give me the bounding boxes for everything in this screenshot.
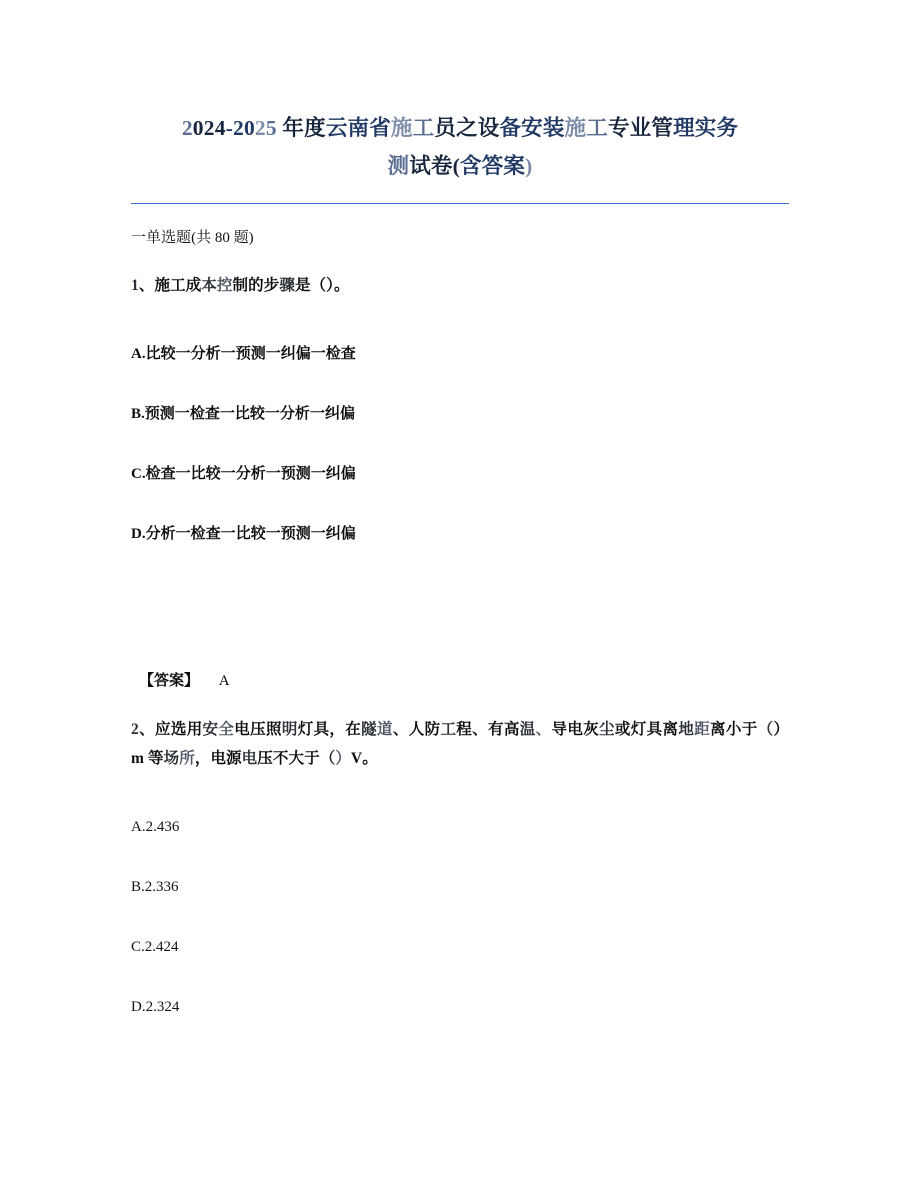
page-content	[131, 0, 789, 1020]
section-heading: 一单选题(共 80 题)	[131, 230, 254, 246]
question-2-option-b[interactable]: B.2.336	[131, 879, 179, 895]
answer-label: 【答案】	[139, 673, 200, 689]
question-2-option-a[interactable]: A.2.436	[131, 819, 180, 835]
question-1-option-c[interactable]: C.检查一比较一分析一预测一纠偏	[131, 466, 356, 482]
page-title-line-1: 2024-2025 年度云南省施工员之设备安装施工专业管理实务	[181, 116, 739, 140]
question-1-text: 1、施工成本控制的步骤是（）。	[131, 277, 350, 294]
answer-spacer	[131, 547, 789, 668]
question-2-block	[131, 715, 789, 1020]
question-2-text: 2、应选用安全电压照明灯具，在隧道、人防工程、有高温、导电灰尘或灯具离地距离小于（）m 等场所，电源电压不大于（）V。	[131, 721, 790, 767]
page-title-line-2: 测试卷(含答案)	[387, 154, 533, 178]
answer-value: A	[218, 673, 231, 689]
page-title	[131, 0, 789, 185]
question-1-option-a[interactable]: A.比较一分析一预测一纠偏一检查	[131, 346, 356, 362]
question-2-option-c[interactable]: C.2.424	[131, 939, 179, 955]
question-1-answer	[139, 668, 789, 694]
question-1-option-d[interactable]: D.分析一检查一比较一预测一纠偏	[131, 526, 356, 542]
title-divider	[131, 203, 789, 204]
question-1-option-b[interactable]: B.预测一检查一比较一分析一纠偏	[131, 406, 355, 422]
question-2-option-d[interactable]: D.2.324	[131, 999, 180, 1015]
